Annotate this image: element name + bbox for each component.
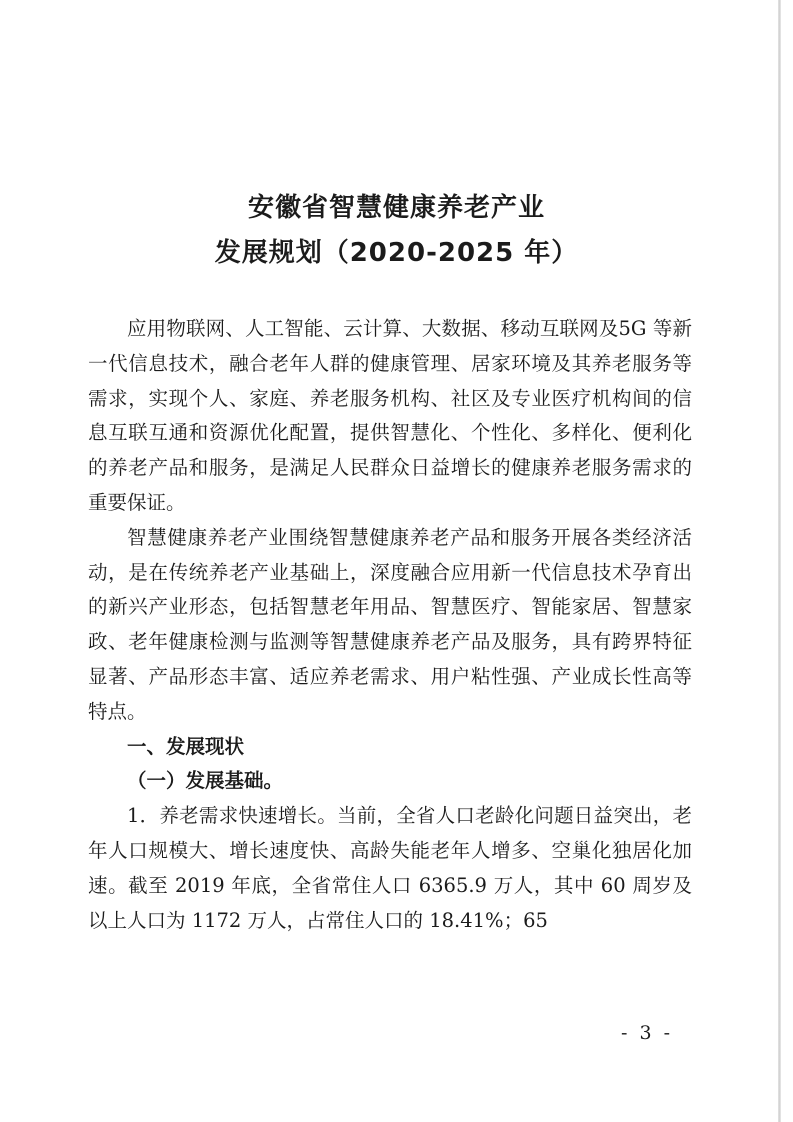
title-line-1: 安徽省智慧健康养老产业 xyxy=(247,193,545,223)
paragraph-demand-growth: 1．养老需求快速增长。当前，全省人口老龄化问题日益突出，老年人口规模大、增长速度快、高龄失能老年人增多、空巢化独居化加速。截至 2019 年底，全省常住人口 6365.9 万人，其中 60 周岁及以上人口为 1172 万人，占常住人口的 18.41%；65 xyxy=(88,804,692,932)
page-edge xyxy=(778,0,781,1122)
section-heading: 一、发展现状 xyxy=(127,734,245,758)
title-line-2: 发展规划（2020-2025 年） xyxy=(214,238,579,268)
page-number: - 3 - xyxy=(620,1022,673,1044)
document-body xyxy=(88,312,692,938)
document-title xyxy=(0,186,793,276)
paragraph-definition: 智慧健康养老产业围绕智慧健康养老产品和服务开展各类经济活动，是在传统养老产业基础上，深度融合应用新一代信息技术孕育出的新兴产业形态，包括智慧老年用品、智慧医疗、智能家居、智慧家政、老年健康检测与监测等智慧健康养老产品及服务，具有跨界特征显著、产品形态丰富、适应养老需求、用户粘性强、产业成长性高等特点。 xyxy=(88,525,692,723)
subsection-heading: （一）发展基础。 xyxy=(127,769,284,793)
paragraph-intro: 应用物联网、人工智能、云计算、大数据、移动互联网及5G 等新一代信息技术，融合老年人群的健康管理、居家环境及其养老服务等需求，实现个人、家庭、养老服务机构、社区及专业医疗机构间的信息互联互通和资源优化配置，提供智慧化、个性化、多样化、便利化的养老产品和服务，是满足人民群众日益增长的健康养老服务需求的重要保证。 xyxy=(88,317,692,514)
